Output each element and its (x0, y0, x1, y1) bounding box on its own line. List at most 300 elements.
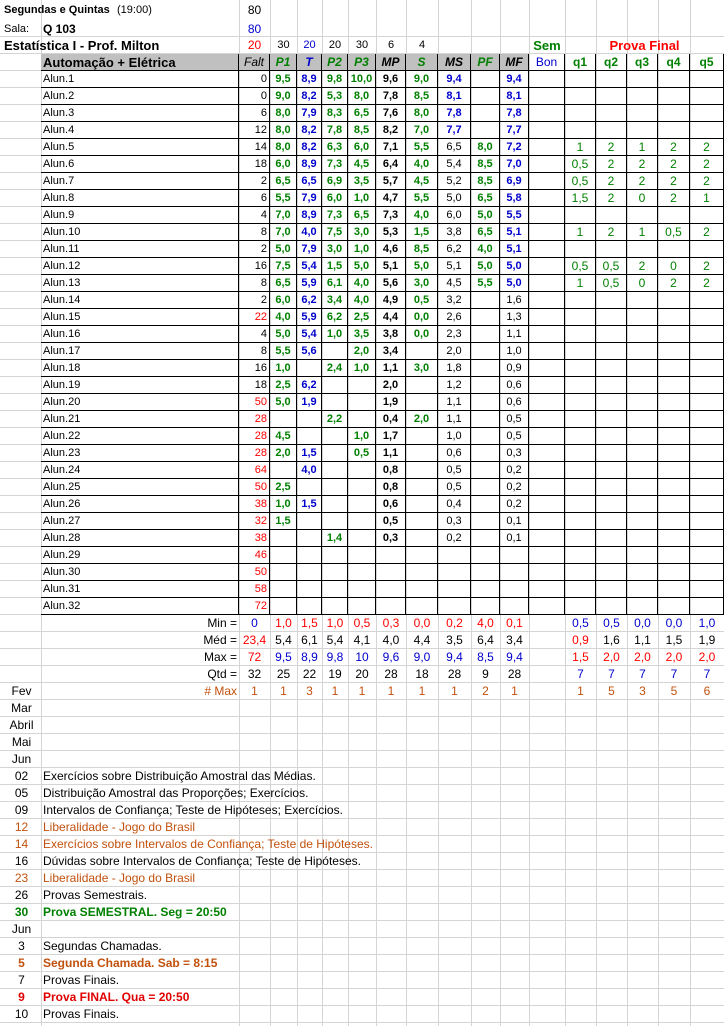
grade-ms[interactable]: 4,5 (438, 275, 471, 292)
grade-mp[interactable]: 4,7 (376, 190, 406, 207)
question-score[interactable] (565, 530, 596, 547)
grade-mp[interactable]: 9,6 (376, 71, 406, 88)
grade-p1[interactable] (270, 547, 297, 564)
grade-s[interactable]: 1,5 (406, 224, 438, 241)
grade-p2[interactable]: 6,3 (322, 139, 348, 156)
grade-p1[interactable]: 4,5 (270, 428, 297, 445)
grade-bon[interactable] (529, 190, 565, 207)
grade-pf[interactable] (471, 496, 500, 513)
grade-mf[interactable]: 0,2 (500, 496, 529, 513)
grade-falt[interactable]: 46 (239, 547, 270, 564)
grade-t[interactable]: 8,2 (297, 88, 322, 105)
grade-mp[interactable]: 4,4 (376, 309, 406, 326)
question-score[interactable] (690, 445, 724, 462)
question-score[interactable] (627, 326, 658, 343)
grade-s[interactable]: 0,5 (406, 292, 438, 309)
grade-pf[interactable] (471, 343, 500, 360)
question-score[interactable]: 2 (596, 139, 627, 156)
question-score[interactable] (596, 122, 627, 139)
grade-s[interactable]: 9,0 (406, 71, 438, 88)
grade-p3[interactable]: 6,5 (348, 207, 376, 224)
grade-falt[interactable]: 2 (239, 173, 270, 190)
grade-mp[interactable]: 1,9 (376, 394, 406, 411)
grade-t[interactable]: 7,9 (297, 105, 322, 122)
question-score[interactable] (690, 564, 724, 581)
question-score[interactable] (596, 71, 627, 88)
question-score[interactable]: 2 (658, 190, 690, 207)
question-score[interactable] (658, 122, 690, 139)
grade-p3[interactable]: 8,0 (348, 88, 376, 105)
grade-bon[interactable] (529, 258, 565, 275)
grade-p2[interactable] (322, 377, 348, 394)
question-score[interactable] (658, 394, 690, 411)
grade-mf[interactable]: 8,1 (500, 88, 529, 105)
grade-falt[interactable]: 16 (239, 360, 270, 377)
grade-bon[interactable] (529, 564, 565, 581)
question-score[interactable] (596, 360, 627, 377)
question-score[interactable] (690, 105, 724, 122)
grade-pf[interactable]: 8,0 (471, 139, 500, 156)
grade-falt[interactable]: 4 (239, 207, 270, 224)
grade-p2[interactable] (322, 479, 348, 496)
grade-ms[interactable]: 0,2 (438, 530, 471, 547)
grade-bon[interactable] (529, 377, 565, 394)
grade-mp[interactable]: 3,4 (376, 343, 406, 360)
grade-p3[interactable] (348, 547, 376, 564)
question-score[interactable] (658, 241, 690, 258)
grade-mp[interactable]: 5,7 (376, 173, 406, 190)
grade-falt[interactable]: 18 (239, 377, 270, 394)
question-score[interactable] (627, 462, 658, 479)
grade-mp[interactable]: 7,8 (376, 88, 406, 105)
grade-mp[interactable]: 1,7 (376, 428, 406, 445)
grade-p2[interactable]: 8,3 (322, 105, 348, 122)
grade-bon[interactable] (529, 479, 565, 496)
question-score[interactable] (565, 547, 596, 564)
question-score[interactable] (565, 122, 596, 139)
grade-bon[interactable] (529, 173, 565, 190)
question-score[interactable]: 2 (690, 156, 724, 173)
question-score[interactable] (690, 547, 724, 564)
question-score[interactable] (596, 564, 627, 581)
grade-falt[interactable]: 32 (239, 513, 270, 530)
grade-t[interactable] (297, 428, 322, 445)
question-score[interactable] (565, 462, 596, 479)
grade-p2[interactable] (322, 394, 348, 411)
grade-mf[interactable]: 6,9 (500, 173, 529, 190)
grade-s[interactable] (406, 462, 438, 479)
question-score[interactable]: 2 (627, 258, 658, 275)
question-score[interactable] (596, 326, 627, 343)
question-score[interactable] (596, 462, 627, 479)
grade-ms[interactable] (438, 598, 471, 615)
question-score[interactable] (627, 513, 658, 530)
grade-p3[interactable]: 0,5 (348, 445, 376, 462)
grade-s[interactable] (406, 445, 438, 462)
grade-mp[interactable]: 1,1 (376, 445, 406, 462)
grade-falt[interactable]: 8 (239, 343, 270, 360)
grade-p2[interactable]: 1,5 (322, 258, 348, 275)
grade-p2[interactable] (322, 343, 348, 360)
question-score[interactable] (690, 207, 724, 224)
question-score[interactable] (565, 428, 596, 445)
grade-bon[interactable] (529, 360, 565, 377)
grade-s[interactable] (406, 547, 438, 564)
question-score[interactable]: 2 (658, 156, 690, 173)
question-score[interactable] (565, 241, 596, 258)
question-score[interactable] (658, 207, 690, 224)
grade-pf[interactable] (471, 513, 500, 530)
grade-p3[interactable]: 3,5 (348, 173, 376, 190)
grade-ms[interactable]: 5,1 (438, 258, 471, 275)
grade-pf[interactable] (471, 581, 500, 598)
grade-bon[interactable] (529, 309, 565, 326)
question-score[interactable] (658, 530, 690, 547)
question-score[interactable] (596, 428, 627, 445)
grade-pf[interactable] (471, 309, 500, 326)
question-score[interactable] (690, 479, 724, 496)
grade-t[interactable]: 4,0 (297, 224, 322, 241)
question-score[interactable] (627, 105, 658, 122)
grade-pf[interactable]: 5,5 (471, 275, 500, 292)
grade-p3[interactable] (348, 581, 376, 598)
grade-p3[interactable]: 2,0 (348, 343, 376, 360)
question-score[interactable] (658, 292, 690, 309)
grade-p3[interactable]: 4,5 (348, 156, 376, 173)
question-score[interactable] (596, 530, 627, 547)
grade-t[interactable]: 8,9 (297, 156, 322, 173)
grade-p3[interactable] (348, 394, 376, 411)
grade-s[interactable]: 4,0 (406, 156, 438, 173)
question-score[interactable] (658, 445, 690, 462)
grade-mp[interactable]: 0,4 (376, 411, 406, 428)
grade-p1[interactable]: 2,0 (270, 445, 297, 462)
grade-mp[interactable]: 5,1 (376, 258, 406, 275)
grade-p1[interactable]: 8,0 (270, 139, 297, 156)
grade-falt[interactable]: 0 (239, 88, 270, 105)
question-score[interactable] (565, 513, 596, 530)
grade-p3[interactable] (348, 496, 376, 513)
grade-p2[interactable] (322, 496, 348, 513)
question-score[interactable]: 2 (596, 173, 627, 190)
grade-p3[interactable]: 3,5 (348, 326, 376, 343)
grade-ms[interactable]: 0,6 (438, 445, 471, 462)
grade-falt[interactable]: 64 (239, 462, 270, 479)
grade-t[interactable]: 6,5 (297, 173, 322, 190)
question-score[interactable] (627, 343, 658, 360)
grade-t[interactable]: 6,2 (297, 377, 322, 394)
question-score[interactable] (627, 207, 658, 224)
grade-p1[interactable]: 6,5 (270, 173, 297, 190)
question-score[interactable]: 2 (658, 275, 690, 292)
grade-ms[interactable]: 0,4 (438, 496, 471, 513)
grade-ms[interactable]: 7,8 (438, 105, 471, 122)
grade-p1[interactable]: 6,0 (270, 156, 297, 173)
grade-mf[interactable]: 7,7 (500, 122, 529, 139)
grade-p3[interactable]: 3,0 (348, 224, 376, 241)
question-score[interactable]: 0,5 (658, 224, 690, 241)
grade-t[interactable]: 7,9 (297, 190, 322, 207)
grade-s[interactable]: 5,5 (406, 190, 438, 207)
question-score[interactable] (565, 598, 596, 615)
grade-falt[interactable]: 28 (239, 411, 270, 428)
grade-p2[interactable] (322, 513, 348, 530)
grade-p3[interactable] (348, 598, 376, 615)
question-score[interactable]: 0,5 (596, 275, 627, 292)
grade-p1[interactable] (270, 581, 297, 598)
grade-mf[interactable]: 0,1 (500, 513, 529, 530)
question-score[interactable]: 0,5 (565, 173, 596, 190)
grade-s[interactable]: 5,5 (406, 139, 438, 156)
question-score[interactable]: 2 (690, 258, 724, 275)
question-score[interactable] (658, 496, 690, 513)
grade-falt[interactable]: 8 (239, 224, 270, 241)
question-score[interactable] (690, 428, 724, 445)
grade-falt[interactable]: 50 (239, 394, 270, 411)
grade-p2[interactable]: 7,3 (322, 156, 348, 173)
grade-pf[interactable] (471, 105, 500, 122)
question-score[interactable]: 2 (596, 156, 627, 173)
question-score[interactable] (658, 564, 690, 581)
question-score[interactable] (627, 394, 658, 411)
grade-p1[interactable] (270, 530, 297, 547)
question-score[interactable] (627, 530, 658, 547)
grade-p3[interactable]: 2,5 (348, 309, 376, 326)
question-score[interactable] (596, 445, 627, 462)
question-score[interactable] (565, 207, 596, 224)
grade-ms[interactable]: 0,3 (438, 513, 471, 530)
grade-pf[interactable] (471, 122, 500, 139)
grade-p1[interactable]: 7,5 (270, 258, 297, 275)
grade-mf[interactable]: 0,1 (500, 530, 529, 547)
grade-mf[interactable]: 1,6 (500, 292, 529, 309)
grade-bon[interactable] (529, 598, 565, 615)
grade-pf[interactable] (471, 71, 500, 88)
grade-bon[interactable] (529, 71, 565, 88)
grade-pf[interactable]: 8,5 (471, 156, 500, 173)
question-score[interactable] (596, 394, 627, 411)
grade-bon[interactable] (529, 207, 565, 224)
grade-p2[interactable] (322, 428, 348, 445)
question-score[interactable] (565, 564, 596, 581)
grade-falt[interactable]: 72 (239, 598, 270, 615)
grade-mf[interactable]: 1,1 (500, 326, 529, 343)
question-score[interactable] (627, 564, 658, 581)
question-score[interactable] (658, 360, 690, 377)
grade-mp[interactable]: 1,1 (376, 360, 406, 377)
question-score[interactable] (658, 326, 690, 343)
question-score[interactable] (596, 479, 627, 496)
grade-ms[interactable]: 8,1 (438, 88, 471, 105)
grade-p1[interactable]: 9,0 (270, 88, 297, 105)
grade-falt[interactable]: 2 (239, 292, 270, 309)
grade-bon[interactable] (529, 292, 565, 309)
grade-mf[interactable] (500, 598, 529, 615)
grade-s[interactable]: 5,0 (406, 258, 438, 275)
grade-t[interactable]: 5,9 (297, 275, 322, 292)
question-score[interactable] (690, 394, 724, 411)
question-score[interactable] (690, 241, 724, 258)
grade-ms[interactable]: 1,1 (438, 394, 471, 411)
grade-p3[interactable] (348, 411, 376, 428)
question-score[interactable] (596, 547, 627, 564)
grade-p3[interactable] (348, 530, 376, 547)
grade-falt[interactable]: 6 (239, 105, 270, 122)
question-score[interactable]: 2 (690, 173, 724, 190)
grade-ms[interactable]: 5,2 (438, 173, 471, 190)
question-score[interactable]: 1 (690, 190, 724, 207)
question-score[interactable] (690, 513, 724, 530)
grade-pf[interactable] (471, 462, 500, 479)
grade-s[interactable] (406, 513, 438, 530)
question-score[interactable] (596, 598, 627, 615)
grade-mp[interactable]: 0,3 (376, 530, 406, 547)
question-score[interactable] (690, 326, 724, 343)
grade-falt[interactable]: 18 (239, 156, 270, 173)
grade-mf[interactable] (500, 581, 529, 598)
question-score[interactable]: 1 (565, 139, 596, 156)
grade-mf[interactable]: 0,3 (500, 445, 529, 462)
grade-bon[interactable] (529, 122, 565, 139)
question-score[interactable] (690, 496, 724, 513)
grade-falt[interactable]: 6 (239, 190, 270, 207)
question-score[interactable] (690, 411, 724, 428)
grade-s[interactable] (406, 394, 438, 411)
question-score[interactable] (658, 598, 690, 615)
grade-s[interactable]: 3,0 (406, 360, 438, 377)
grade-ms[interactable]: 9,4 (438, 71, 471, 88)
grade-bon[interactable] (529, 156, 565, 173)
question-score[interactable] (596, 343, 627, 360)
grade-p3[interactable] (348, 513, 376, 530)
question-score[interactable] (658, 462, 690, 479)
grade-mp[interactable]: 5,6 (376, 275, 406, 292)
grade-mp[interactable]: 2,0 (376, 377, 406, 394)
grade-s[interactable] (406, 581, 438, 598)
grade-falt[interactable]: 58 (239, 581, 270, 598)
question-score[interactable] (627, 360, 658, 377)
grade-s[interactable] (406, 377, 438, 394)
grade-p2[interactable]: 1,0 (322, 326, 348, 343)
grade-t[interactable]: 5,4 (297, 258, 322, 275)
question-score[interactable] (596, 207, 627, 224)
grade-p3[interactable]: 4,0 (348, 275, 376, 292)
question-score[interactable] (690, 88, 724, 105)
grade-s[interactable]: 0,0 (406, 309, 438, 326)
grade-mp[interactable] (376, 598, 406, 615)
grade-s[interactable] (406, 598, 438, 615)
grade-p1[interactable]: 5,0 (270, 394, 297, 411)
grade-p3[interactable]: 1,0 (348, 360, 376, 377)
question-score[interactable] (596, 105, 627, 122)
grade-p1[interactable]: 7,0 (270, 207, 297, 224)
grade-t[interactable]: 8,2 (297, 139, 322, 156)
question-score[interactable]: 0 (627, 275, 658, 292)
grade-mf[interactable]: 5,1 (500, 241, 529, 258)
grade-mp[interactable]: 0,8 (376, 479, 406, 496)
question-score[interactable]: 0,5 (565, 258, 596, 275)
question-score[interactable] (690, 309, 724, 326)
question-score[interactable] (596, 309, 627, 326)
grade-mp[interactable]: 5,3 (376, 224, 406, 241)
question-score[interactable] (565, 394, 596, 411)
grade-p1[interactable]: 7,0 (270, 224, 297, 241)
grade-s[interactable]: 8,5 (406, 88, 438, 105)
grade-t[interactable] (297, 564, 322, 581)
question-score[interactable] (627, 496, 658, 513)
grade-mf[interactable]: 0,2 (500, 462, 529, 479)
question-score[interactable] (627, 445, 658, 462)
grade-falt[interactable]: 16 (239, 258, 270, 275)
grade-bon[interactable] (529, 275, 565, 292)
grade-p2[interactable]: 3,4 (322, 292, 348, 309)
grade-p2[interactable] (322, 547, 348, 564)
question-score[interactable] (565, 326, 596, 343)
question-score[interactable] (596, 292, 627, 309)
grade-mp[interactable]: 0,8 (376, 462, 406, 479)
grade-mf[interactable]: 0,9 (500, 360, 529, 377)
question-score[interactable] (690, 598, 724, 615)
grade-mp[interactable]: 0,5 (376, 513, 406, 530)
grade-t[interactable] (297, 479, 322, 496)
grade-s[interactable]: 2,0 (406, 411, 438, 428)
grade-mf[interactable] (500, 547, 529, 564)
grade-bon[interactable] (529, 326, 565, 343)
grade-pf[interactable] (471, 326, 500, 343)
grade-p1[interactable]: 4,0 (270, 309, 297, 326)
grade-mf[interactable]: 7,0 (500, 156, 529, 173)
grade-t[interactable] (297, 598, 322, 615)
grade-p3[interactable]: 6,5 (348, 105, 376, 122)
grade-mp[interactable] (376, 547, 406, 564)
grade-p1[interactable] (270, 411, 297, 428)
grade-p3[interactable] (348, 564, 376, 581)
question-score[interactable]: 1,5 (565, 190, 596, 207)
grade-falt[interactable]: 28 (239, 445, 270, 462)
grade-p1[interactable]: 2,5 (270, 479, 297, 496)
grade-p1[interactable]: 9,5 (270, 71, 297, 88)
grade-s[interactable]: 4,0 (406, 207, 438, 224)
question-score[interactable] (565, 71, 596, 88)
grade-p2[interactable]: 3,0 (322, 241, 348, 258)
question-score[interactable]: 0 (658, 258, 690, 275)
grade-mp[interactable]: 7,1 (376, 139, 406, 156)
grade-bon[interactable] (529, 394, 565, 411)
grade-t[interactable] (297, 411, 322, 428)
grade-ms[interactable]: 1,1 (438, 411, 471, 428)
question-score[interactable]: 1 (627, 139, 658, 156)
grade-bon[interactable] (529, 105, 565, 122)
grade-mf[interactable]: 5,0 (500, 258, 529, 275)
question-score[interactable]: 1 (627, 224, 658, 241)
question-score[interactable] (658, 343, 690, 360)
grade-p1[interactable]: 8,0 (270, 105, 297, 122)
question-score[interactable] (565, 496, 596, 513)
question-score[interactable] (627, 479, 658, 496)
question-score[interactable]: 1 (565, 275, 596, 292)
grade-ms[interactable]: 1,0 (438, 428, 471, 445)
grade-mp[interactable] (376, 581, 406, 598)
grade-p3[interactable] (348, 377, 376, 394)
grade-pf[interactable] (471, 598, 500, 615)
grade-t[interactable]: 4,0 (297, 462, 322, 479)
grade-t[interactable]: 6,2 (297, 292, 322, 309)
grade-pf[interactable]: 5,0 (471, 207, 500, 224)
grade-pf[interactable] (471, 428, 500, 445)
grade-p2[interactable] (322, 598, 348, 615)
question-score[interactable] (627, 581, 658, 598)
question-score[interactable] (690, 122, 724, 139)
